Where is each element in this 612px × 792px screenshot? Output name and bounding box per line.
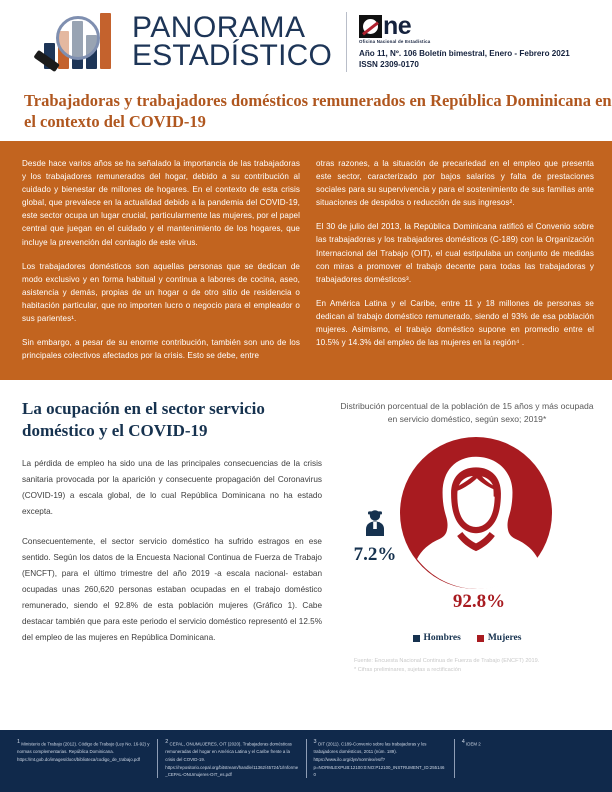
woman-pictogram-icon bbox=[400, 437, 552, 589]
one-agency-block bbox=[359, 13, 570, 71]
section-paragraph: La pérdida de empleo ha sido una de las principales consecuencias de la crisis sanitaria provocada por la aparición y consecuente propagación del Coronavirus (COVID-19) a escala global, de lo cual República Dominicana no ha estado excepta. bbox=[22, 458, 322, 516]
page-title: Trabajadoras y trabajadores domésticos remunerados en República Dominicana en el contexto del COVID-19 bbox=[24, 91, 612, 132]
chart-title: Distribución porcentual de la población de 15 años y más ocupada en servicio doméstico, según sexo; 2019* bbox=[340, 401, 594, 424]
intro-paragraph: otras razones, a la situación de precariedad en el empleo que presenta este sector, caracterizado por bajos salarios y falta de prestaciones sociales para su supervivencia y para el sostenimiento de sus familias ante situaciones de despidos o reducción de sus ingresos². bbox=[316, 158, 594, 208]
footnote-2 bbox=[158, 738, 305, 779]
footnote-marker: 4 bbox=[461, 739, 465, 745]
brand-lockup bbox=[38, 11, 332, 73]
footnote-text: OIT (2011). C189-Convenio sobre las trabajadoras y los trabajadores domésticos, 2011 (núm. 189). https://www.ilo.org/dyn/normlex/es/f?p=NORMLEXPUB:12100:0:NO:P12100_INSTRUMENT_ID:2551460 bbox=[313, 741, 445, 778]
men-percentage-label: 7.2% bbox=[353, 544, 397, 566]
chart-legend bbox=[336, 633, 598, 643]
intro-paragraph: Sin embargo, a pesar de su enorme contribución, también son uno de los principales colectivos afectados por la crisis. Esto se debe, entre bbox=[22, 338, 300, 361]
intro-paragraph: El 30 de julio del 2013, la República Dominicana ratificó el Convenio sobre las trabajadoras y los trabajadores domésticos (C-189) con la Organización Internacional del Trabajo (OIT), el cual estipulaba un conjunto de medidas con miras a promover el trabajo decente para todas las trabajadoras y trabajadores domésticos³. bbox=[316, 222, 594, 284]
footnote-3 bbox=[307, 738, 454, 779]
legend-label: Hombres bbox=[423, 633, 461, 644]
wordmark-line-2: ESTADÍSTICO bbox=[132, 39, 332, 72]
chart-column bbox=[336, 398, 598, 674]
one-ne-text: ne bbox=[383, 12, 412, 41]
footnote-marker: 2 bbox=[165, 739, 169, 745]
pictogram-chart bbox=[336, 431, 598, 631]
logo-bar bbox=[100, 13, 111, 69]
men-stat-group bbox=[342, 509, 408, 566]
intro-paragraph: Desde hace varios años se ha señalado la importancia de las trabajadoras y los trabajadores remunerados del hogar, debido a su contribución al cuidado y bienestar de millones de hogares. En el contexto de esta crisis global, que prevalece en la actualidad debido a la pandemia del COVID-19, este sector ocupa un lugar crucial, particularmente las mujeres, por el papel central que juegan en el cuidado y el mantenimiento de los hogares, que incluye la prevención del contagio de este virus. bbox=[22, 158, 300, 247]
title-band bbox=[0, 84, 612, 141]
source-line-2: * Cifras preliminares, sujetas a rectificación bbox=[354, 666, 461, 673]
publication-wordmark bbox=[132, 10, 332, 72]
issue-line-2: ISSN 2309-0170 bbox=[359, 60, 419, 69]
footnotes-footer bbox=[0, 730, 612, 792]
footnote-marker: 3 bbox=[313, 739, 317, 745]
header-divider bbox=[346, 12, 347, 72]
one-logo-icon bbox=[359, 12, 570, 41]
intro-column-left bbox=[22, 157, 300, 363]
legend-label: Mujeres bbox=[487, 633, 522, 644]
section-heading: La ocupación en el sector servicio doméstico y el COVID-19 bbox=[22, 399, 265, 441]
footnote-marker: 1 bbox=[17, 739, 21, 745]
wordmark-line-1: PANORAMA bbox=[132, 10, 306, 44]
intro-column-right bbox=[316, 157, 594, 363]
footnote-text: CEPAL, ONUMUJERES, OIT (2020). Trabajadoras domésticas remuneradas del hogar en América Latina y el Caribe frente a la crisis del COVID-19. https://repositorio.cepal.org/bitstream/handle/11362/45724/1/Informe_CEPAL-ONUmujeres-OIT_es.pdf bbox=[165, 741, 299, 778]
legend-item-hombres bbox=[413, 633, 461, 643]
source-line-1: Fuente: Encuesta Nacional Continua de Fuerza de Trabajo (ENCFT) 2019. bbox=[354, 658, 540, 665]
one-agency-subtitle: Oficina Nacional de Estadística bbox=[359, 39, 431, 45]
footnote-text: Ministerio de Trabajo (2012). Código de Trabajo (Ley No. 16-92) y normas complementarias. República Dominicana. https://mt.gob.do/images/docs/biblioteca/codigo_de_trabajo.pdf bbox=[17, 741, 150, 762]
intro-panel bbox=[0, 141, 612, 381]
issue-line-1: Año 11, Nº. 106 Boletín bimestral, Enero - Febrero 2021 bbox=[359, 49, 570, 59]
intro-paragraph: En América Latina y el Caribe, entre 11 y 18 millones de personas se dedican al trabajo doméstico remunerado, siendo el 93% de esa población mujeres. Asimismo, el trabajo doméstico supone en promedio entre el 10.5% y 14.3% del empleo de las mujeres en la región⁴ . bbox=[316, 298, 594, 348]
footnote-1 bbox=[10, 738, 157, 764]
magnifier-bars-logo-icon bbox=[38, 11, 122, 73]
chart-source-note bbox=[336, 657, 598, 674]
man-pictogram-icon bbox=[362, 509, 388, 537]
page-header bbox=[0, 0, 612, 84]
magnifier-lens-icon bbox=[56, 16, 100, 60]
legend-swatch-icon bbox=[413, 635, 420, 642]
women-percentage-label: 92.8% bbox=[452, 591, 506, 613]
legend-item-mujeres bbox=[477, 633, 522, 643]
intro-paragraph: Los trabajadores domésticos son aquellas personas que se dedican de modo exclusivo y en forma habitual y continua a labores de cocina, aseo, asistencia y demás, propias de un hogar o de otro sitio de residencia o habitación particular, que no importen lucro o negocio para el empleador o sus parientes¹. bbox=[22, 261, 300, 324]
section-paragraph: Consecuentemente, el sector servicio doméstico ha sufrido estragos en ese sentido. Según los datos de la Encuesta Nacional Continua de Fuerza de Trabajo (ENCFT), para el último trimestre del año 2019 -a escala nacional- estaban ocupadas unas 260,620 personas estaban ocupadas en el trabajo doméstico remunerado, siendo el 92.8% de esta población mujeres (Gráfico 1). Cabe destacar también que para este periodo el servicio doméstico representó el 12.5% del empleo de las mujeres en República Dominicana. bbox=[22, 536, 322, 642]
one-o-glyph-icon bbox=[359, 15, 382, 38]
article-column bbox=[22, 398, 322, 674]
body-section bbox=[0, 380, 612, 680]
footnote-4 bbox=[455, 738, 602, 748]
footnote-text: IDEM 2 bbox=[466, 741, 481, 747]
legend-swatch-icon bbox=[477, 635, 484, 642]
